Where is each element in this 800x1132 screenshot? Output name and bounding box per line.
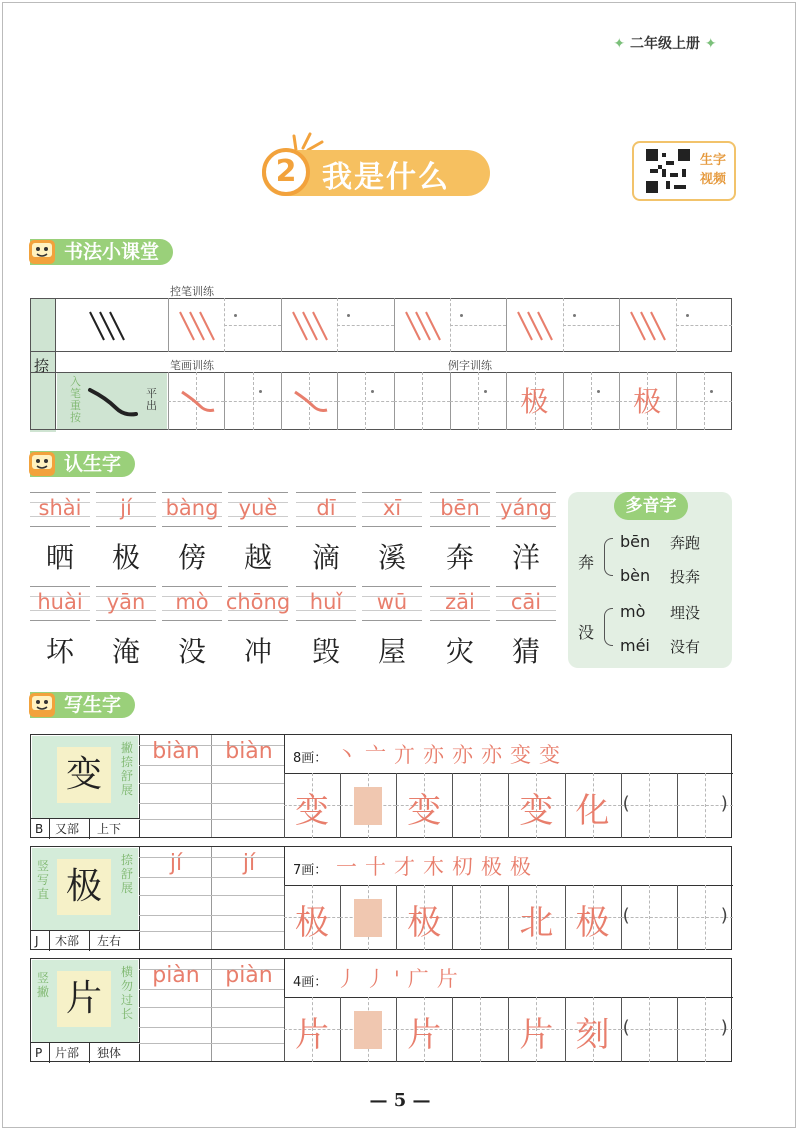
pinyin-line — [96, 586, 156, 587]
radical: 木部 — [55, 934, 80, 948]
pinyin-line — [430, 620, 490, 621]
lesson-title: 我是什么 — [322, 160, 450, 195]
pinyin-writing-line — [139, 895, 284, 896]
control-trace-strokes — [176, 306, 216, 346]
hanzi: 溪 — [377, 541, 406, 574]
polyphone-pinyin: mò — [620, 602, 646, 621]
hanzi: 没 — [177, 635, 206, 668]
stroke-cell-guide — [450, 401, 506, 402]
pinyin-line — [362, 586, 422, 587]
structure: 上下 — [97, 822, 122, 836]
hanzi: 傍 — [177, 541, 206, 574]
paren-open: ( — [622, 905, 630, 926]
hanzi: 奔 — [445, 541, 474, 574]
pinyin: bēn — [440, 496, 480, 520]
pinyin-writing-line — [139, 1043, 284, 1044]
stroke-order: 丿丿'广片 — [336, 967, 466, 991]
stroke-breakdown-block — [354, 1011, 382, 1049]
pinyin-line — [362, 492, 422, 493]
pinyin-line — [228, 620, 288, 621]
control-cell-guide — [563, 325, 619, 326]
pinyin: zāi — [445, 590, 475, 614]
lesson-number: 2 — [262, 148, 310, 196]
pinyin-model: piàn — [152, 963, 200, 988]
pinyin: mò — [175, 590, 209, 614]
pinyin-line — [30, 586, 90, 587]
pinyin-writing-line — [139, 1027, 284, 1028]
info-divider — [89, 819, 90, 839]
pinyin-col-divider — [211, 847, 212, 949]
pinyin-line — [496, 492, 556, 493]
pinyin-line — [30, 620, 90, 621]
video-label-line2: 视频 — [699, 172, 726, 187]
control-label: 控笔训练 — [170, 285, 214, 298]
stroke-dot — [710, 390, 713, 393]
example-char: 极 — [520, 385, 549, 418]
hanzi: 淹 — [111, 635, 140, 668]
stroke-dot — [259, 390, 262, 393]
stroke-label: 笔画训练 — [170, 359, 214, 372]
video-label-line1: 生字 — [699, 153, 726, 168]
stroke-name: 捺 — [34, 357, 50, 375]
control-dot — [573, 314, 576, 317]
pinyin-line — [228, 492, 288, 493]
control-cell-guide — [450, 325, 506, 326]
control-trace-strokes — [627, 306, 667, 346]
pinyin: yuè — [238, 496, 278, 520]
practice-cell-guide — [452, 805, 508, 806]
pinyin-area-divider — [139, 959, 140, 1061]
structure: 独体 — [97, 1046, 122, 1060]
polyphone-char: 奔 — [578, 553, 595, 572]
pinyin: cāi — [510, 590, 542, 614]
control-dot — [686, 314, 689, 317]
control-trace-strokes — [402, 306, 442, 346]
hanzi: 越 — [243, 541, 272, 574]
polyphone-word: 投奔 — [670, 568, 701, 586]
example-char: 极 — [633, 385, 662, 418]
pinyin-writing-line — [139, 783, 284, 784]
pinyin-line — [162, 620, 222, 621]
pinyin-col-divider — [211, 735, 212, 837]
writing-tip-left: 竖撇 — [37, 971, 50, 999]
section-write-header — [0, 690, 200, 720]
control-cell-divider — [394, 298, 395, 352]
grade-text: 二年级上册 — [630, 36, 700, 52]
hanzi: 猜 — [511, 635, 540, 668]
paren-close: ) — [720, 905, 728, 926]
info-divider — [49, 1043, 50, 1063]
pinyin-line — [162, 526, 222, 527]
practice-char[interactable]: 片 — [407, 1015, 442, 1055]
section-title: 书法小课堂 — [30, 239, 173, 265]
hanzi: 屋 — [377, 635, 406, 668]
practice-char[interactable]: 变 — [407, 791, 442, 831]
hanzi: 洋 — [511, 541, 540, 574]
pinyin-writing-line — [139, 819, 284, 820]
pinyin-line — [496, 586, 556, 587]
hanzi: 冲 — [243, 635, 272, 668]
stroke-dot — [597, 390, 600, 393]
practice-char[interactable]: 化 — [575, 791, 610, 831]
pinyin: dī — [316, 496, 336, 520]
pinyin-area-divider — [139, 735, 140, 837]
stroke-cell-guide — [676, 401, 732, 402]
pinyin-writing-line — [139, 989, 284, 990]
pinyin: shài — [38, 496, 82, 520]
pinyin-line — [296, 586, 356, 587]
polyphone-pinyin: méi — [620, 636, 650, 655]
hanzi: 灾 — [445, 635, 474, 668]
pinyin-writing-line — [139, 915, 284, 916]
practice-cell-guide — [452, 1029, 508, 1030]
writing-tip-right: 撇捺舒展 — [121, 741, 134, 797]
practice-char[interactable]: 变 — [519, 791, 554, 831]
paren-close: ) — [720, 1017, 728, 1038]
pinyin: jí — [120, 496, 132, 520]
char-model: 片 — [57, 971, 111, 1027]
pinyin-writing-line — [139, 803, 284, 804]
stroke-breakdown-block — [354, 899, 382, 937]
hanzi: 毁 — [311, 635, 340, 668]
side-border — [30, 298, 56, 430]
hanzi: 晒 — [45, 541, 74, 574]
polyphone-brace — [604, 538, 613, 576]
control-trace-strokes — [289, 306, 329, 346]
polyphone-title: 多音字 — [614, 492, 688, 520]
polyphone-pinyin: bēn — [620, 532, 651, 551]
control-cell-guide — [224, 325, 280, 326]
polyphone-char: 没 — [578, 623, 595, 642]
stroke-cell-guide — [394, 401, 450, 402]
section-title: 认生字 — [30, 451, 135, 477]
pinyin-line — [362, 526, 422, 527]
stroke-count: 8画： — [293, 751, 328, 766]
practice-char[interactable]: 极 — [407, 903, 442, 943]
info-divider — [49, 819, 50, 839]
pinyin-line — [96, 526, 156, 527]
pinyin-line — [30, 526, 90, 527]
pinyin-model: biàn — [225, 739, 273, 764]
pinyin-model: jí — [169, 851, 183, 876]
pinyin-index-letter: P — [35, 1046, 43, 1060]
practice-char[interactable]: 变 — [295, 791, 329, 831]
stroke-count: 4画： — [293, 975, 328, 990]
pinyin-line — [430, 492, 490, 493]
pinyin-line — [296, 492, 356, 493]
pinyin: chōng — [225, 590, 291, 614]
pinyin-col-divider — [211, 959, 212, 1061]
practice-cell-guide — [452, 917, 508, 918]
stroke-guide-in: 入笔重按 — [70, 375, 81, 424]
na-stroke-demo — [86, 384, 142, 420]
char-info-bar — [31, 818, 139, 839]
pinyin-index-letter: B — [35, 822, 44, 836]
control-demo-strokes — [86, 306, 136, 346]
pinyin: huài — [37, 590, 83, 614]
practice-char[interactable]: 刻 — [575, 1015, 610, 1055]
write-card — [30, 734, 732, 838]
polyphone-word: 埋没 — [670, 604, 701, 622]
control-cell-divider — [281, 298, 282, 352]
star-icon: ✦ — [613, 36, 626, 52]
page-number: — 5 — — [369, 1090, 431, 1111]
char-model: 极 — [57, 859, 111, 915]
pinyin-line — [496, 620, 556, 621]
info-divider — [89, 1043, 90, 1063]
pinyin-writing-line — [139, 765, 284, 766]
hanzi: 极 — [111, 541, 140, 574]
stroke-guide-out: 平出 — [146, 387, 157, 412]
practice-char[interactable]: 片 — [519, 1015, 554, 1055]
pinyin-line — [430, 526, 490, 527]
radical: 又部 — [55, 822, 80, 836]
writing-tip-right: 横勿过长 — [121, 965, 134, 1021]
pinyin-writing-line — [139, 877, 284, 878]
polyphone-word: 奔跑 — [670, 534, 701, 552]
char-model: 变 — [57, 747, 111, 803]
section-title: 写生字 — [30, 692, 135, 718]
pinyin-line — [162, 492, 222, 493]
stroke-cell-guide — [224, 401, 280, 402]
paren-open: ( — [622, 793, 630, 814]
section-calligraphy-header — [0, 237, 300, 267]
pinyin: xī — [382, 496, 402, 520]
pinyin-line — [496, 526, 556, 527]
stroke-breakdown-block — [354, 787, 382, 825]
pinyin-line — [430, 586, 490, 587]
pinyin-area-divider — [139, 847, 140, 949]
section-recognize-header — [0, 449, 200, 479]
stroke-order: 丶亠亣亦亦亦变变 — [336, 743, 568, 767]
control-cell-divider — [168, 298, 169, 352]
video-label — [696, 151, 730, 189]
practice-char[interactable]: 极 — [575, 903, 610, 943]
control-trace-strokes — [514, 306, 554, 346]
pinyin-index-letter: J — [35, 934, 39, 948]
paren-open: ( — [622, 1017, 630, 1038]
paren-close: ) — [720, 793, 728, 814]
write-card — [30, 958, 732, 1062]
example-label: 例字训练 — [448, 359, 492, 372]
practice-char[interactable]: 片 — [295, 1015, 329, 1055]
pinyin: yáng — [500, 496, 552, 520]
pinyin-model: piàn — [225, 963, 273, 988]
pinyin-writing-line — [139, 1007, 284, 1008]
pinyin-line — [362, 620, 422, 621]
grade-label — [600, 33, 730, 53]
pinyin-line — [296, 526, 356, 527]
practice-char[interactable]: 北 — [519, 903, 554, 943]
stroke-count: 7画： — [293, 863, 328, 878]
video-card[interactable] — [632, 141, 736, 201]
write-card — [30, 846, 732, 950]
pinyin: wū — [376, 590, 408, 614]
pinyin: huǐ — [309, 590, 343, 614]
sparkle-icon — [290, 128, 330, 152]
info-divider — [89, 931, 90, 951]
pinyin-line — [30, 492, 90, 493]
control-cell-guide — [337, 325, 393, 326]
control-dot — [460, 314, 463, 317]
structure: 左右 — [97, 934, 122, 948]
control-cell-divider — [506, 298, 507, 352]
radical: 片部 — [55, 1046, 80, 1060]
polyphone-pinyin: bèn — [620, 566, 651, 585]
char-info-bar — [31, 1042, 139, 1063]
pinyin-line — [296, 620, 356, 621]
hanzi: 滴 — [311, 541, 340, 574]
hanzi: 坏 — [45, 635, 74, 668]
stroke-cell-guide — [563, 401, 619, 402]
char-info-bar — [31, 930, 139, 951]
pinyin-model: jí — [242, 851, 256, 876]
na-trace-stroke — [291, 388, 331, 418]
star-icon: ✦ — [704, 36, 717, 52]
pinyin-writing-line — [139, 931, 284, 932]
pinyin-line — [162, 586, 222, 587]
book-mascot-icon — [26, 688, 58, 720]
polyphone-brace — [604, 608, 613, 646]
book-mascot-icon — [26, 447, 58, 479]
pinyin-line — [96, 620, 156, 621]
stroke-cell-guide — [337, 401, 393, 402]
pinyin: bàng — [165, 496, 219, 520]
pinyin-model: biàn — [152, 739, 200, 764]
control-cell-guide — [676, 325, 732, 326]
pinyin-line — [228, 586, 288, 587]
book-mascot-icon — [26, 235, 58, 267]
control-cell-divider — [619, 298, 620, 352]
pinyin-line — [96, 492, 156, 493]
stroke-order: 一十才木朷极极 — [336, 855, 539, 879]
practice-char[interactable]: 极 — [295, 903, 329, 943]
na-trace-stroke — [178, 388, 218, 418]
pinyin-line — [228, 526, 288, 527]
info-divider — [49, 931, 50, 951]
writing-tip-right: 捺舒展 — [121, 853, 134, 895]
polyphone-word: 没有 — [670, 638, 701, 656]
pinyin: yān — [106, 590, 146, 614]
writing-tip-left: 竖写直 — [37, 859, 50, 901]
qr-code-icon[interactable] — [646, 149, 690, 193]
